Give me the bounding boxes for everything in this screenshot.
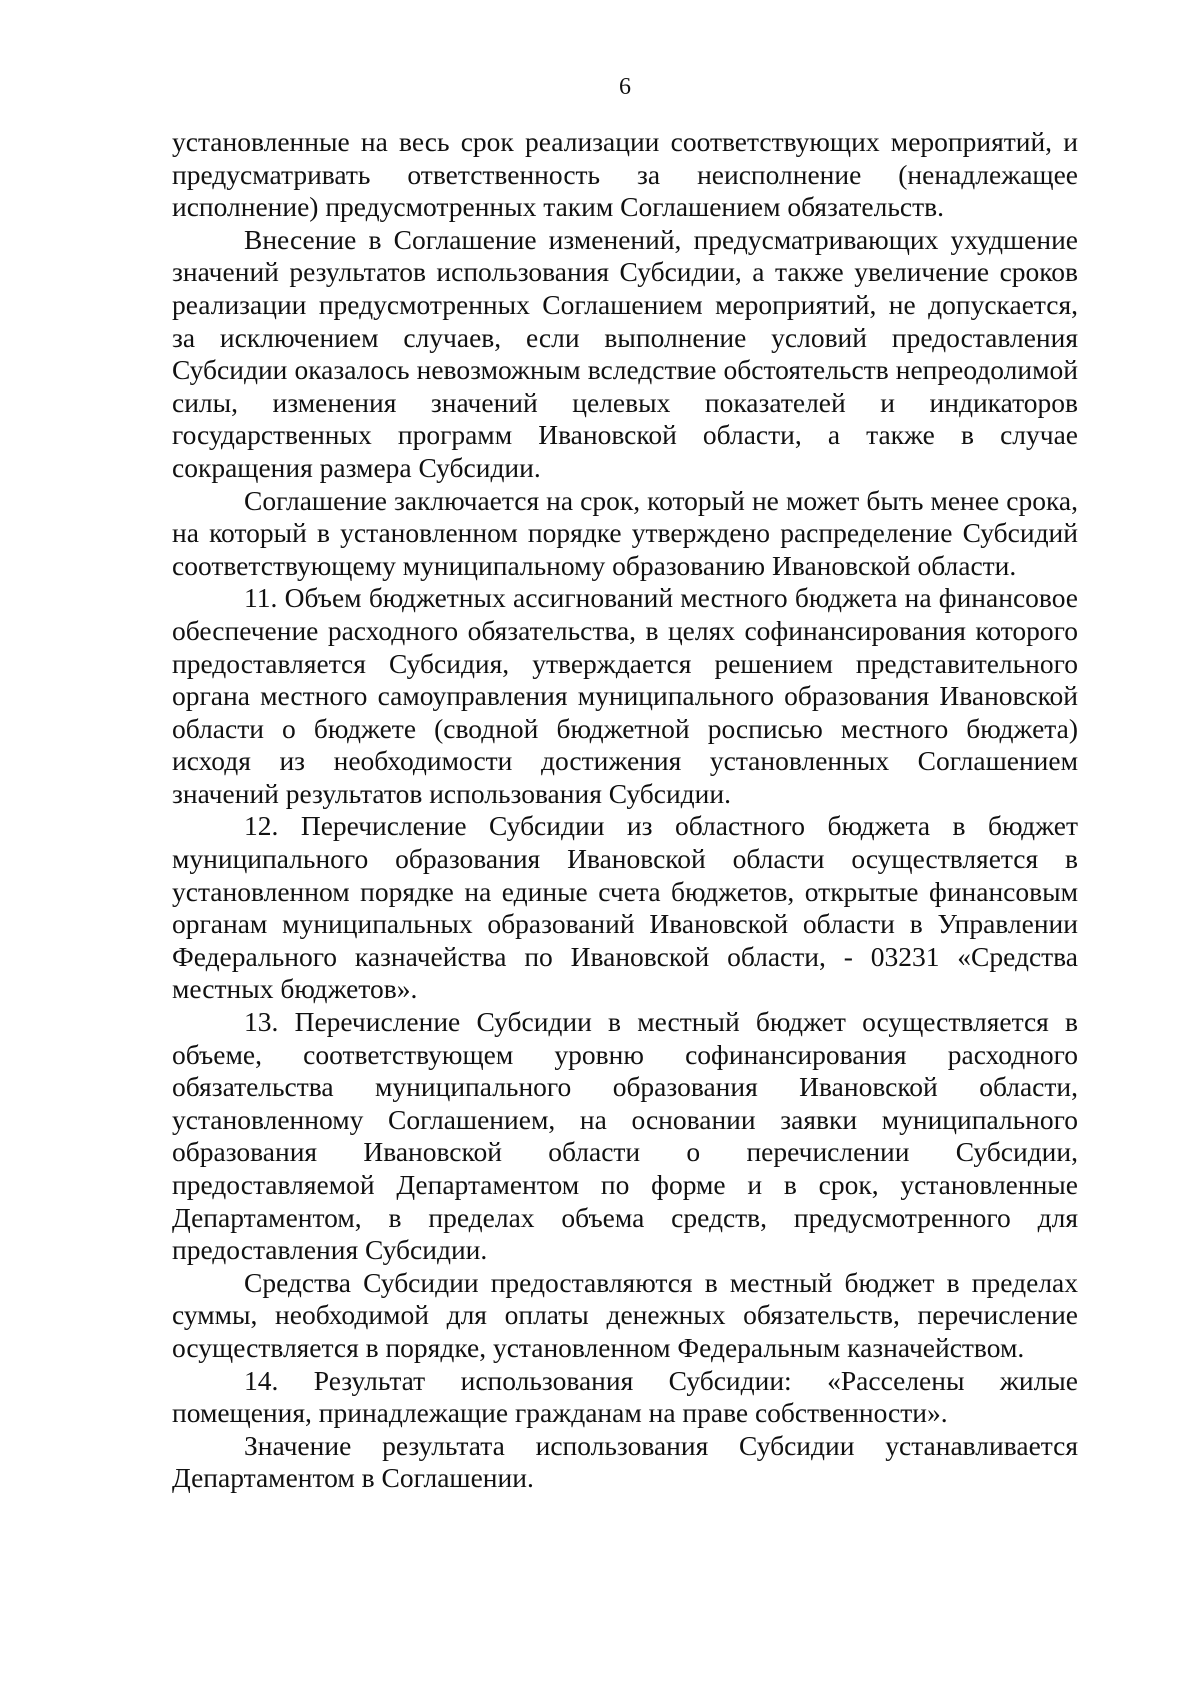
paragraph-item-14: 14. Результат использования Субсидии: «Расселены жилые помещения, принадлежащие гражданам на праве собственности». (172, 1364, 1078, 1429)
paragraph-item-12: 12. Перечисление Субсидии из областного бюджета в бюджет муниципального образования Ивановской области осуществляется в установленном порядке на единые счета бюджетов, открытые финансовым органам муниципальных образований Ивановской области в Управлении Федерального казначейства по Ивановской области, - 03231 «Средства местных бюджетов». (172, 810, 1078, 1005)
page-number: 6 (619, 74, 631, 100)
paragraph-continuation: установленные на весь срок реализации соответствующих мероприятий, и предусматривать ответственность за неисполнение (ненадлежащее исполнение) предусмотренных таким Соглашением обязательств. (172, 126, 1078, 223)
document-body (172, 126, 1078, 1495)
paragraph-agreement-changes: Внесение в Соглашение изменений, предусматривающих ухудшение значений результатов использования Субсидии, а также увеличение сроков реализации предусмотренных Соглашением мероприятий, не допускается, за исключением случаев, если выполнение условий предоставления Субсидии оказалось невозможным вследствие обстоятельств непреодолимой силы, изменения значений целевых показателей и индикаторов государственных программ Ивановской области, а также в случае сокращения размера Субсидии. (172, 223, 1078, 483)
paragraph-subsidy-funds: Средства Субсидии предоставляются в местный бюджет в пределах суммы, необходимой для оплаты денежных обязательств, перечисление осуществляется в порядке, установленном Федеральным казначейством. (172, 1266, 1078, 1363)
paragraph-result-value: Значение результата использования Субсидии устанавливается Департаментом в Соглашении. (172, 1429, 1078, 1494)
paragraph-item-13: 13. Перечисление Субсидии в местный бюджет осуществляется в объеме, соответствующем уровню софинансирования расходного обязательства муниципального образования Ивановской области, установленному Соглашением, на основании заявки муниципального образования Ивановской области о перечислении Субсидии, предоставляемой Департаментом по форме и в срок, установленные Департаментом, в пределах объема средств, предусмотренного для предоставления Субсидии. (172, 1006, 1078, 1266)
paragraph-agreement-term: Соглашение заключается на срок, который не может быть менее срока, на который в установленном порядке утверждено распределение Субсидий соответствующему муниципальному образованию Ивановской области. (172, 484, 1078, 581)
paragraph-item-11: 11. Объем бюджетных ассигнований местного бюджета на финансовое обеспечение расходного обязательства, в целях софинансирования которого предоставляется Субсидия, утверждается решением представительного органа местного самоуправления муниципального образования Ивановской области о бюджете (сводной бюджетной росписью местного бюджета) исходя из необходимости достижения установленных Соглашением значений результатов использования Субсидии. (172, 582, 1078, 809)
